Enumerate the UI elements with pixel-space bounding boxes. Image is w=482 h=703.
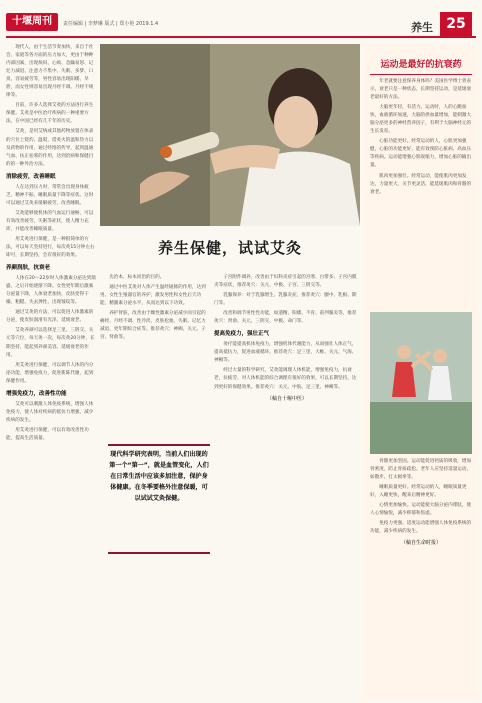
exercise-photo-illustration — [370, 312, 472, 454]
sidebar-bottom-paragraph: 免疫力更强。适度运动能增强人体免疫系统的功能，减少疾病的发生。 — [370, 521, 472, 535]
pull-quote: 现代科学研究表明，当前人们出现的第一个“第一”，就是血管变化，人们在日常生活中应该多加注意，保护身体健康。在冬季要格外注意保暖，可以试试艾灸保健。 — [108, 444, 210, 554]
section1-paragraphs — [6, 184, 96, 260]
masthead-brand: 十堰周刊 — [6, 13, 58, 31]
section2-paragraph: 人体在20～22岁时人体激素分泌达到鼎盛，之后开始逐渐下降。女性更年期后激素分泌量下降，人体衰老加快，皮肤变得干燥、粗糙、失去弹性、出现皱纹等。 — [6, 276, 96, 306]
section1-paragraph: 用艾灸进行保健，是一种很简单的方法，可以每天坚持进行，每次灸15分钟左右即可，长期坚持，会有很好的效果。 — [6, 236, 95, 259]
exercise-photo — [370, 312, 472, 454]
section-title: 养生 — [411, 21, 433, 34]
section2-paragraph: 艾灸养颜可以选择足三里、三阴交、关元等穴位，每天灸一次，每次灸20分钟，长期坚持，能起到养颜美容、延缓衰老的作用。 — [6, 328, 95, 358]
section3-title: 增强免疫力，改善性功能 — [6, 390, 67, 397]
middle-right-paragraphs — [214, 274, 360, 326]
sidebar-top-paragraph: 肌肉更加强壮。经常运动，能使肌肉更加发达，力量更大，关节更灵活，能延缓肌肉和骨骼的衰老。 — [370, 173, 472, 195]
middle-section-paragraphs — [214, 341, 360, 391]
column-left — [6, 44, 96, 700]
sidebar-article — [364, 44, 478, 700]
sidebar-top-paragraph: 心脏功能更好。经常运动的人，心肌更加强健，心脏的功能更好，能有效预防心脏病、高血压等疾病。运动能增强心肌收缩力，增加心脏的输出量。 — [370, 139, 472, 169]
header-rule — [6, 36, 476, 38]
moxibustion-photo — [100, 44, 360, 226]
section2-title: 养颜润肤，抗衰老 — [6, 265, 51, 272]
middle-section-paragraph: 经过大量的科学研究，艾灸能调理人体机能，增强免疫力，抗衰老，抗疲劳、对人体机能的综合调理有很好的效果，可以长期坚持，达到更好的保健效果。推荐灸穴：关元、中脘、足三里、神阙等。 — [214, 368, 357, 390]
sidebar-top-paragraph: 大脑更年轻，有活力。运动时，人的心跳加快，血液循环加速，大脑的供血量增加，能刺激大脑分泌更多的神经营养因子，有利于大脑神经元的生长发育。 — [370, 105, 472, 135]
section1-title: 消除疲劳，改善睡眠 — [6, 173, 56, 180]
middle-right-paragraph: 子宫附件调养，改善由于妇科炎症引起的宫寒、白带多、子宫内膜炎等症状，推荐灸穴：关元、中极、子宫、三阴交等。 — [214, 275, 357, 289]
middle-left-paragraph: 通过中医艾灸对人体产生温经通脉的作用，达到男、女性生殖器官的养护，激发男性和女性后天功能，精激素分泌水平，从而达到以下功效。 — [100, 285, 206, 307]
sidebar-bottom-text — [370, 458, 472, 698]
middle-right-paragraph: 乳腺保养：对于乳腺增生、乳腺炎症，推荐灸穴：膻中、乳根、期门等。 — [214, 293, 357, 307]
sidebar-bottom-paragraph: 睡眠质量更好。经常运动的人，睡眠质量更好，入睡更快，醒来后精神更好。 — [370, 485, 467, 499]
editor-meta: 责任编辑 | 李梦琳 版式 | 郑小艳 2019.1.4 — [63, 21, 159, 27]
section3-paragraph: 用艾灸进行保健，可以有效改善性功能，提高生活质量。 — [6, 427, 89, 441]
sidebar-continue-note: （稿自生命时报） — [400, 540, 441, 547]
middle-left-paragraph: 先治本，标本同治的目的。 — [109, 275, 165, 280]
column-middle-right — [214, 274, 360, 700]
section2-paragraph: 用艾灸进行保健，可以调节人体的内分泌功能，增强免疫力，促进新陈代谢，起到保健作用。 — [6, 362, 94, 384]
page-number: 25 — [440, 12, 472, 36]
section3-paragraph: 艾灸可以刺激人体免疫系统，增强人体免疫力，使人体对疾病的抵抗力增强，减少疾病的发生。 — [6, 401, 94, 423]
sidebar-top-text — [370, 78, 472, 308]
intro-paragraph: 艾灸，是用艾绒或其他药物放置在体表的穴位上烧灼、温熨，借灸火的温和热力以及药物的作用，通过经络的传导，起到温通气血、扶正祛邪的作用，达到治病和保健目的的一种外治方法。 — [6, 129, 94, 167]
moxibustion-photo-illustration — [100, 44, 360, 226]
page-header — [0, 0, 482, 40]
section1-paragraph: 人在达到压力时，常常会出现身体疲乏、精神不振、睡眠质量下降等症状。这时可以通过艾灸来缓解疲劳，改善睡眠。 — [6, 184, 94, 206]
section3-paragraphs — [6, 401, 96, 443]
sidebar-title: 运动是最好的抗衰药 — [370, 50, 472, 75]
section1-paragraph: 艾灸能够使机体的气血运行通畅，可以有效改善疲劳、失眠等症状，使人精力充沛，并能改善睡眠质量。 — [6, 210, 94, 232]
section2-paragraph: 通过艾灸的方法，可以促进人体激素的分泌，使皮肤润滑有光泽，延缓衰老。 — [6, 310, 94, 324]
middle-left-paragraph: 养护肾脏，改善由于雌性激素分泌减少而引起的痛经、月经不调、性冷淡、皮肤松弛、失眠、记忆力减退、更年期综合症等。推荐灸穴：神阙、关元、子宫、肾俞等。 — [100, 311, 206, 341]
sidebar-bottom-paragraph: 心情更加愉快。运动能使大脑分泌内啡肽，使人心情愉悦，减少抑郁和焦虑。 — [370, 503, 472, 517]
article-headline: 养生保健，试试艾灸 — [100, 226, 360, 270]
sidebar-top-paragraph: 年老就要注意保养身体吗？美国医学博士曾表示，衰老只是一种状态，长期坚持运动，是延缓衰老最好的方法。 — [370, 79, 472, 101]
middle-right-paragraph: 改善和调节男性性功能，如遗精、阳痿、不育、前列腺炎等，推荐灸穴：肾俞、关元、三阴交、中极、命门等。 — [214, 311, 357, 325]
sidebar-bottom-paragraphs — [370, 458, 472, 536]
middle-continue-note: （稿自十堰中医） — [266, 395, 307, 402]
sidebar-top-paragraphs — [370, 78, 472, 197]
sidebar-bottom-paragraph: 骨骼更加坚固。运动能促进钙质的吸收，增加骨密度，防止骨质疏松。老年人应坚持适量运动，如散步、打太极拳等。 — [370, 459, 472, 481]
middle-section-paragraph: 灸疗能提高机体免疫力，增强机体代谢能力，从而强壮人体正气，提高抵抗力，促进血液循环。推荐灸穴：足三里、大椎、关元、气海、神阙等。 — [214, 342, 357, 364]
section2-paragraphs — [6, 275, 96, 386]
intro-paragraph: 现代人，由于生活节奏加快，来自于社会、家庭等各方面的压力加大，更由于种种内部因素，出现烦闷、心烦、急躁易怒、记忆力减退、注意力不集中、失眠、多梦、口臭、容易疲劳等，男性容易出现阳痿、早泄，而女性则容易出现月经不调、月经不规律等。 — [6, 45, 94, 99]
intro-paragraphs — [6, 44, 96, 169]
intro-paragraph: 目前，许多人选择艾灸的方法进行养生保健。艾灸是中医治疗疾病的一种重要方法，在中国已经有几千年的历史。 — [6, 103, 94, 125]
middle-left-paragraphs — [100, 274, 210, 342]
middle-section-title: 提高免疫力，强壮正气 — [214, 331, 270, 338]
